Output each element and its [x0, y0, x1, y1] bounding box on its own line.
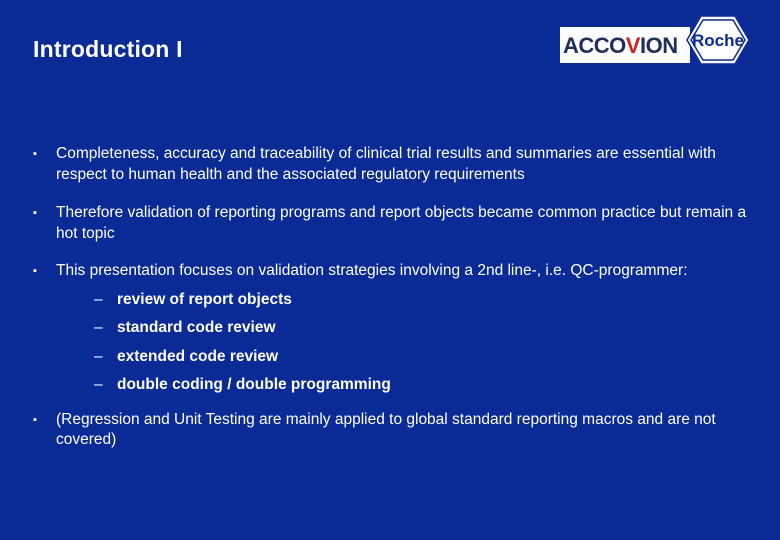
bullet-item: [33, 261, 753, 396]
roche-logo-text: Roche: [692, 31, 744, 50]
sub-item-text: standard code review: [117, 319, 276, 336]
bullet-item: [33, 410, 753, 451]
bullet-text: This presentation focuses on validation strategies involving a 2nd line-, i.e. QC-programmer:: [56, 262, 688, 279]
accovion-logo: [560, 27, 690, 63]
sub-item-text: review of report objects: [117, 290, 292, 308]
slide-title: Introduction I: [33, 36, 183, 62]
sub-item-text: double coding / double programming: [117, 376, 391, 393]
bullet-text: Therefore validation of reporting programs and report objects became common practice but remain a hot topic: [56, 204, 747, 242]
bullet-marker: ▪: [33, 207, 37, 219]
bullet-marker: ▪: [33, 148, 37, 160]
roche-logo: [685, 14, 751, 66]
bullet-item: [33, 203, 753, 244]
sub-item-dash: –: [94, 319, 103, 336]
bullet-marker: ▪: [33, 265, 37, 277]
sub-item: [56, 318, 753, 339]
logo-bar: [560, 17, 760, 65]
sub-item: [56, 347, 753, 368]
bullet-list: [33, 144, 753, 451]
bullet-text: Completeness, accuracy and traceability of clinical trial results and summaries are essential with respect to human health and the associated regulatory requirements: [56, 145, 716, 183]
sub-item-dash: –: [94, 376, 103, 393]
bullet-text: (Regression and Unit Testing are mainly applied to global standard reporting macros and are not covered): [56, 410, 716, 448]
accovion-logo-text-start: ACCO: [563, 33, 626, 58]
sub-item-dash: –: [94, 347, 103, 365]
sub-item-text: extended code review: [117, 347, 279, 365]
sub-item: [56, 375, 753, 396]
sub-item-dash: –: [94, 290, 103, 308]
accovion-logo-text-end: ION: [639, 33, 678, 58]
bullet-item: [33, 144, 753, 185]
sub-item: [56, 290, 753, 311]
accovion-logo-v: V: [625, 33, 640, 58]
bullet-marker: ▪: [33, 413, 37, 426]
